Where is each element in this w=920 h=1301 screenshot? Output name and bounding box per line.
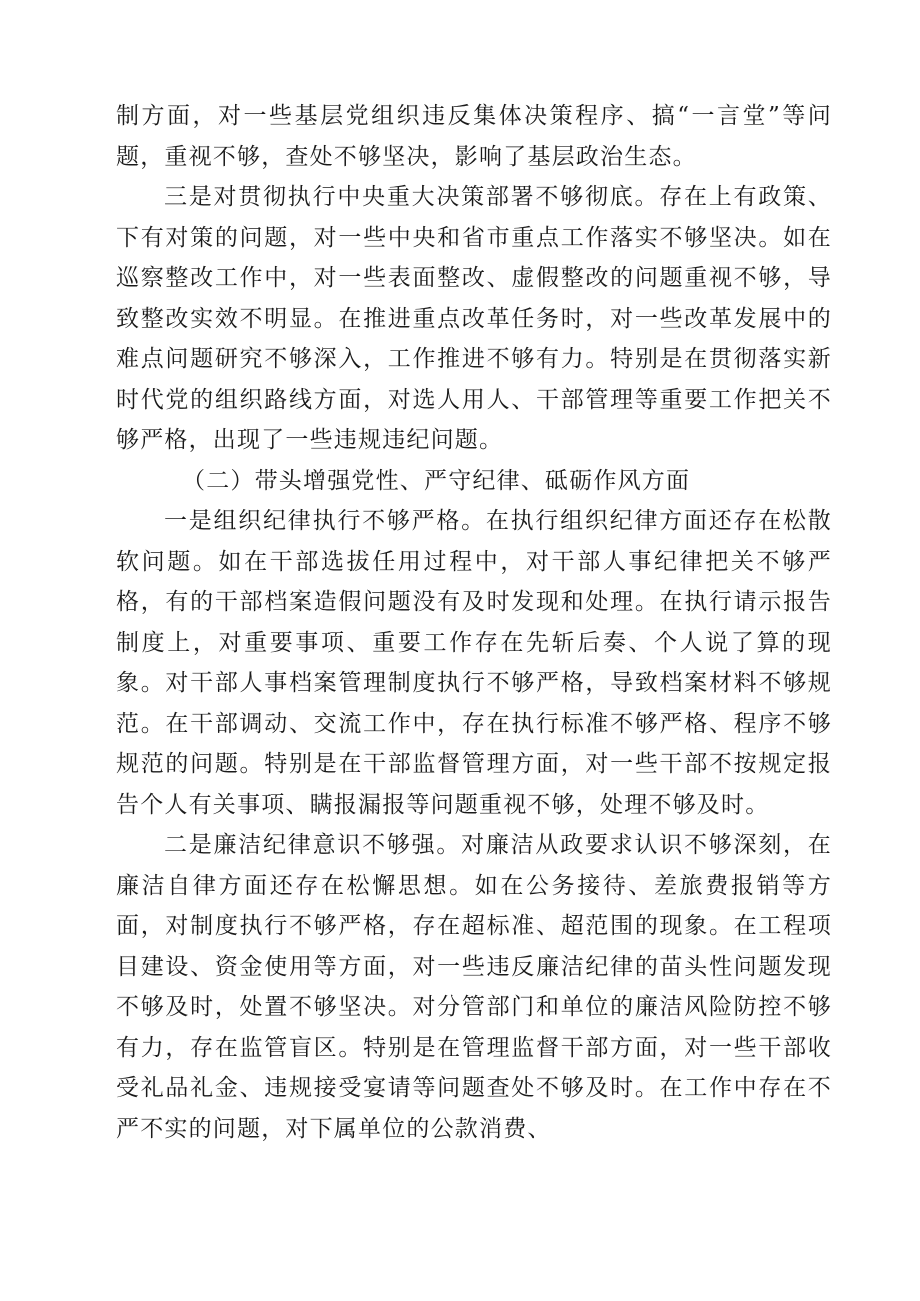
section-heading: （二）带头增强党性、严守纪律、砥砺作风方面: [182, 467, 691, 494]
paragraph-item-one: 一是组织纪律执行不够严格。在执行组织纪律方面还存在松散软问题。如在干部选拔任用过程中，对干部人事纪律把关不够严格，有的干部档案造假问题没有及时发现和处理。在执行请示报告制度上，对重要事项、重要工作存在先斩后奏、个人说了算的现象。对干部人事档案管理制度执行不够严格，导致档案材料不够规范。在干部调动、交流工作中，存在执行标准不够严格、程序不够规范的问题。特别是在干部监督管理方面，对一些干部不按规定报告个人有关事项、瞒报漏报等问题重视不够，处理不够及时。: [116, 508, 832, 818]
paragraph-item-three: 三是对贯彻执行中央重大决策部署不够彻底。存在上有政策、下有对策的问题，对一些中央和省市重点工作落实不够坚决。如在巡察整改工作中，对一些表面整改、虚假整改的问题重视不够，导致整改实效不明显。在推进重点改革任务时，对一些改革发展中的难点问题研究不够深入，工作推进不够有力。特别是在贯彻落实新时代党的组织路线方面，对选人用人、干部管理等重要工作把关不够严格，出现了一些违规违纪问题。: [116, 184, 832, 453]
document-body: [116, 96, 832, 1149]
paragraph-item-two: 二是廉洁纪律意识不够强。对廉洁从政要求认识不够深刻，在廉洁自律方面还存在松懈思想。如在公务接待、差旅费报销等方面，对制度执行不够严格，存在超标准、超范围的现象。在工程项目建设、资金使用等方面，对一些违反廉洁纪律的苗头性问题发现不够及时，处置不够坚决。对分管部门和单位的廉洁风险防控不够有力，存在监管盲区。特别是在管理监督干部方面，对一些干部收受礼品礼金、违规接受宴请等问题查处不够及时。在工作中存在不严不实的问题，对下属单位的公款消费、: [116, 832, 832, 1142]
paragraph-continuation: 制方面，对一些基层党组织违反集体决策程序、搞“一言堂”等问题，重视不够，查处不够坚决，影响了基层政治生态。: [116, 103, 832, 170]
